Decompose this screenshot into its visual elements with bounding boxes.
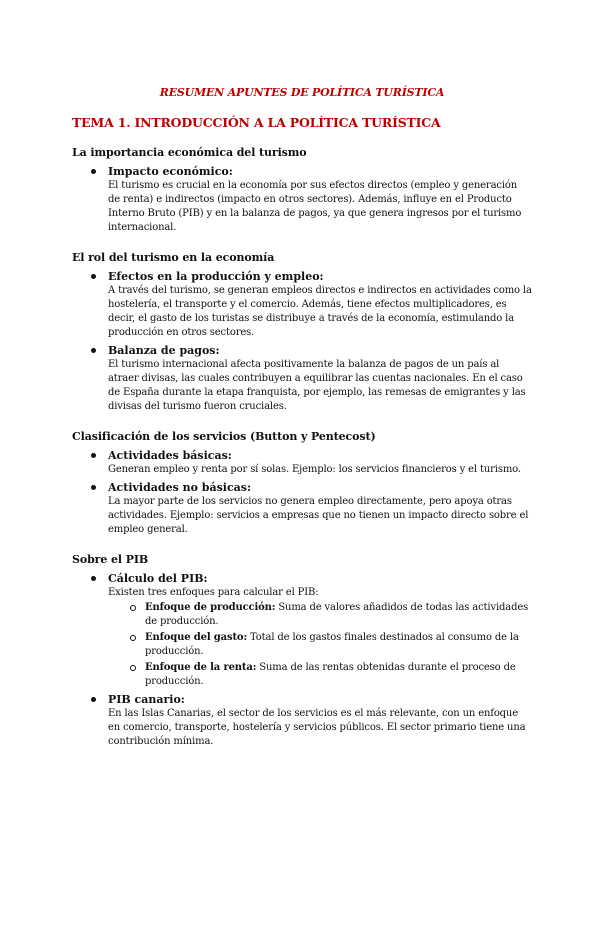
circle-bullet-icon	[130, 605, 136, 611]
item-title: Actividades básicas:	[108, 449, 232, 462]
section-list	[72, 449, 532, 537]
item-title: PIB canario:	[108, 693, 185, 706]
document-page	[0, 86, 600, 934]
bullet-icon	[91, 348, 96, 353]
list-item	[108, 693, 532, 749]
item-title: Impacto económico:	[108, 165, 233, 178]
section-heading-role-in-economy: El rol del turismo en la economía	[72, 251, 275, 264]
item-text: Generan empleo y renta por sí solas. Ejemplo: los servicios financieros y el turismo.	[108, 464, 521, 475]
section-heading-economic-importance: La importancia económica del turismo	[72, 146, 307, 159]
section-list	[72, 572, 532, 749]
circle-bullet-icon	[130, 635, 136, 641]
sub-item-text: Suma de las rentas obtenidas durante el proceso de producción.	[145, 662, 516, 687]
bullet-icon	[91, 697, 96, 702]
list-item	[108, 344, 532, 414]
sub-list	[108, 601, 532, 689]
list-item	[108, 449, 532, 477]
list-item	[108, 481, 532, 537]
bullet-icon	[91, 169, 96, 174]
sub-item-title: Enfoque de producción:	[145, 602, 276, 613]
bullet-icon	[91, 485, 96, 490]
sub-list-item	[145, 631, 532, 659]
item-text: La mayor parte de los servicios no genera empleo directamente, pero apoya otras actividades. Ejemplo: servicios a empresas que no tienen un impacto directo sobre el empleo general.	[108, 496, 529, 535]
item-text: El turismo internacional afecta positivamente la balanza de pagos de un país al atraer divisas, las cuales contribuyen a equilibrar las cuentas nacionales. En el caso de España durante la etapa franquista, por ejemplo, las remesas de emigrantes y las divisas del turismo fueron cruciales.	[108, 359, 526, 412]
list-item	[108, 572, 532, 689]
bullet-icon	[91, 453, 96, 458]
chapter-title: TEMA 1. INTRODUCCIÓN A LA POLÍTICA TURÍSTICA	[72, 115, 441, 130]
item-text: En las Islas Canarias, el sector de los servicios es el más relevante, con un enfoque en comercio, transporte, hostelería y servicios públicos. El sector primario tiene una contribución mínima.	[108, 708, 526, 747]
sub-item-title: Enfoque de la renta:	[145, 662, 257, 673]
item-title: Actividades no básicas:	[108, 481, 252, 494]
item-title: Cálculo del PIB:	[108, 572, 208, 585]
item-title: Balanza de pagos:	[108, 344, 220, 357]
section-heading-pib: Sobre el PIB	[72, 553, 149, 566]
sub-item-title: Enfoque del gasto:	[145, 632, 247, 643]
item-text: A través del turismo, se generan empleos directos e indirectos en actividades como la hostelería, el transporte y el comercio. Además, tiene efectos multiplicadores, es decir, el gasto de los turistas se distribuye a través de la economía, estimulando la producción en otros sectores.	[108, 285, 532, 338]
sub-list-item	[145, 661, 532, 689]
item-text: El turismo es crucial en la economía por sus efectos directos (empleo y generación de renta) e indirectos (impacto en otros sectores). Además, influye en el Producto Interno Bruto (PIB) y en la balanza de pagos, ya que genera ingresos por el turismo internacional.	[108, 180, 522, 233]
bullet-icon	[91, 274, 96, 279]
section-list	[72, 165, 532, 235]
list-item	[108, 165, 532, 235]
sub-list-item	[145, 601, 532, 629]
section-list	[72, 270, 532, 414]
sub-item-text: Total de los gastos finales destinados al consumo de la producción.	[145, 632, 519, 657]
section-heading-services-classification: Clasificación de los servicios (Button y Pentecost)	[72, 430, 376, 443]
document-title: RESUMEN APUNTES DE POLÍTICA TURÍSTICA	[159, 86, 445, 99]
circle-bullet-icon	[130, 665, 136, 671]
bullet-icon	[91, 576, 96, 581]
item-text: Existen tres enfoques para calcular el PIB:	[108, 587, 319, 598]
sub-item-text: Suma de valores añadidos de todas las actividades de producción.	[145, 602, 529, 627]
list-item	[108, 270, 532, 340]
item-title: Efectos en la producción y empleo:	[108, 270, 324, 283]
